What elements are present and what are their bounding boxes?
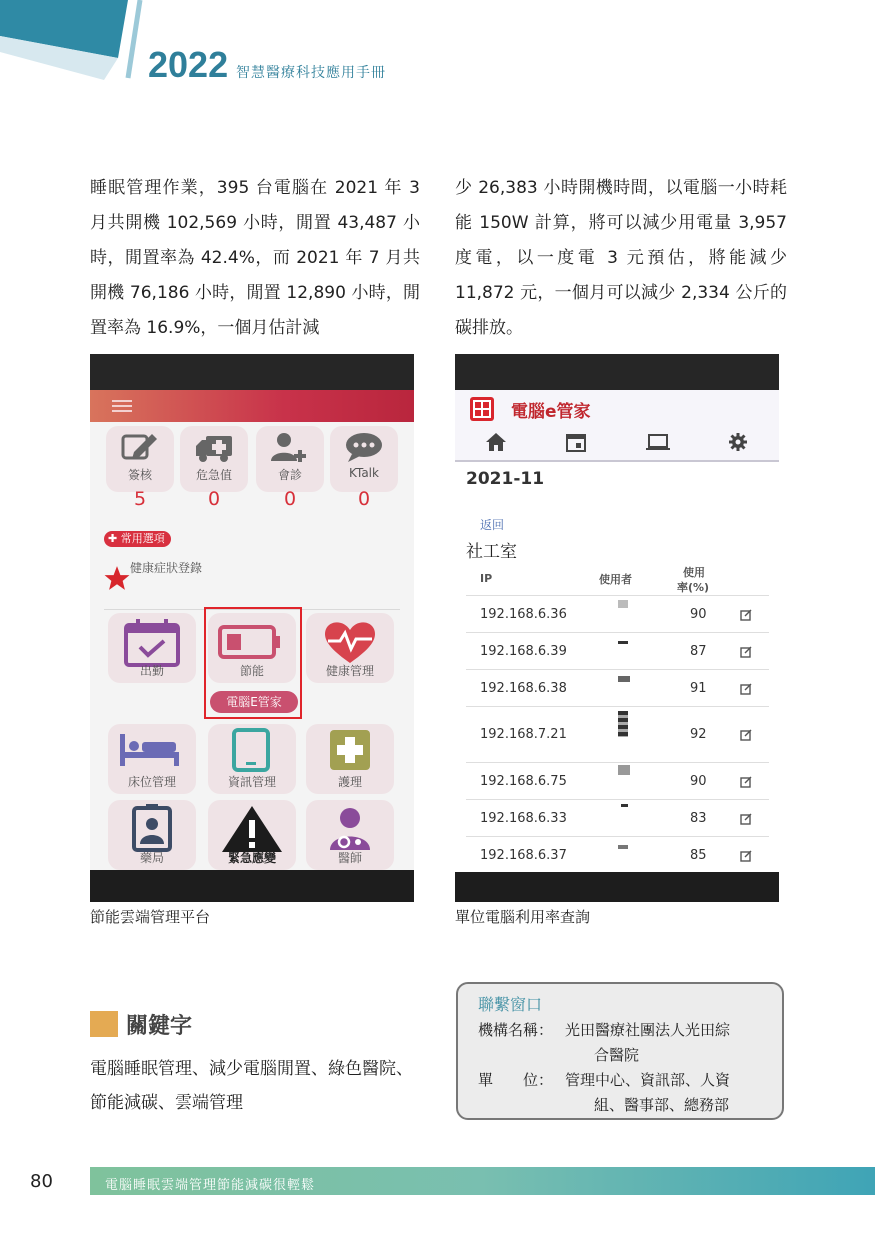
tile-label: 節能 xyxy=(239,664,264,678)
external-link-icon[interactable] xyxy=(740,646,752,658)
table-row[interactable] xyxy=(466,799,769,837)
quick-button-ktalk[interactable] xyxy=(330,426,398,492)
redacted-user xyxy=(618,641,628,644)
quick-button-consult[interactable] xyxy=(256,426,324,492)
chat-icon xyxy=(344,432,384,462)
usage-rate: 90 xyxy=(690,774,707,789)
external-link-icon[interactable] xyxy=(740,683,752,695)
external-link-icon[interactable] xyxy=(740,850,752,862)
usage-rate: 87 xyxy=(690,644,707,659)
heart-pulse-icon xyxy=(320,617,380,667)
col-header-user: 使用者 xyxy=(599,573,632,586)
redacted-user xyxy=(618,676,630,682)
app-title: 電腦e管家 xyxy=(511,402,591,422)
unit-label: 單 位： xyxy=(478,1071,554,1089)
app-header-bar xyxy=(90,390,414,422)
laptop-icon[interactable] xyxy=(645,432,671,452)
keyword-text: 電腦睡眠管理、減少電腦閒置、綠色醫院、節能減碳、雲端管理 xyxy=(90,1059,413,1113)
month-label: 2021-11 xyxy=(466,469,545,489)
e-manager-button[interactable]: 電腦E管家 xyxy=(210,691,298,713)
quick-label: KTalk xyxy=(349,466,379,480)
tile-label: 緊急應變 xyxy=(227,851,276,865)
ip-address: 192.168.6.36 xyxy=(480,607,567,622)
usage-rate: 91 xyxy=(690,681,707,696)
edit-icon xyxy=(120,432,160,462)
id-badge-icon xyxy=(122,804,182,854)
add-user-icon xyxy=(270,432,310,462)
usage-rate: 90 xyxy=(690,607,707,622)
tile-doctor[interactable] xyxy=(306,800,394,870)
calendar-check-icon xyxy=(122,617,182,667)
tile-nursing[interactable] xyxy=(306,724,394,794)
tile-label: 護理 xyxy=(337,775,362,789)
tile-label: 出勤 xyxy=(139,664,164,678)
keyword-marker xyxy=(90,1011,118,1037)
usage-rate: 85 xyxy=(690,848,707,863)
ip-address: 192.168.6.33 xyxy=(480,811,567,826)
ambulance-icon xyxy=(194,432,234,462)
navigation-bar xyxy=(90,870,414,902)
utilization-query-screenshot xyxy=(455,354,779,902)
table-row[interactable] xyxy=(466,836,769,873)
body-text-right: 少 26,383 小時開機時間，以電腦一小時耗能 150W 計算，將可以減少用電量 3,957 度電，以一度電 3 元預估，將能減少 11,872 元，一個月可以減少 2,334 公斤的碳排放。 xyxy=(455,178,787,338)
contact-box xyxy=(456,982,784,1120)
ip-address: 192.168.6.75 xyxy=(480,774,567,789)
ip-address: 192.168.6.39 xyxy=(480,644,567,659)
back-link[interactable]: 返回 xyxy=(480,518,505,532)
redacted-user xyxy=(618,711,628,737)
org-name-1: 光田醫療社團法人光田綜 xyxy=(565,1021,731,1039)
tile-label: 床位管理 xyxy=(127,775,176,789)
star-icon xyxy=(103,565,131,591)
redacted-user xyxy=(618,600,628,608)
bed-icon xyxy=(118,730,182,770)
warning-icon xyxy=(220,804,284,854)
contact-title: 聯繫窗口 xyxy=(478,995,543,1014)
plus-icon: ✚ xyxy=(108,532,121,545)
col-header-rate-2: 率(%) xyxy=(677,581,710,594)
calendar-icon[interactable] xyxy=(565,432,587,452)
handbook-year: 2022 xyxy=(148,44,229,85)
tile-bed-management[interactable] xyxy=(108,724,196,794)
tile-label: 資訊管理 xyxy=(227,775,276,789)
ip-address: 192.168.7.21 xyxy=(480,727,567,742)
redacted-user xyxy=(618,845,628,849)
ip-address: 192.168.6.37 xyxy=(480,848,567,863)
tile-label: 藥局 xyxy=(139,851,164,865)
left-figure-caption: 節能雲端管理平台 xyxy=(90,908,211,926)
home-icon[interactable] xyxy=(485,432,507,452)
redacted-user xyxy=(618,765,630,775)
status-bar xyxy=(90,354,414,390)
table-row[interactable] xyxy=(466,706,769,763)
status-bar xyxy=(455,354,779,390)
energy-platform-screenshot xyxy=(90,354,414,902)
table-row[interactable] xyxy=(466,762,769,800)
corner-decoration xyxy=(0,0,160,80)
redacted-user xyxy=(621,804,628,807)
org-label: 機構名稱： xyxy=(478,1021,554,1039)
tile-label: 健康管理 xyxy=(325,664,374,678)
col-header-rate-1: 使用 xyxy=(683,566,705,579)
common-options-pill[interactable]: ✚ 常用選項 xyxy=(104,531,171,547)
right-figure-caption: 單位電腦利用率查詢 xyxy=(455,908,591,926)
body-text-left: 睡眠管理作業，395 台電腦在 2021 年 3 月共開機 102,569 小時，閒置 43,487 小時，閒置率為 42.4%，而 2021 年 7 月共開機 76,186 小時，閒置 12,890 小時，閒置率為 16.9%，一個月估計減 xyxy=(90,178,420,338)
unit-value-2: 組、醫事部、總務部 xyxy=(594,1096,730,1114)
quick-label: 危急值 xyxy=(195,468,232,482)
tile-health-management[interactable] xyxy=(306,613,394,683)
medical-cross-icon xyxy=(320,728,380,772)
table-row[interactable] xyxy=(466,595,769,633)
quick-label: 簽核 xyxy=(127,468,152,482)
usage-rate: 83 xyxy=(690,811,707,826)
handbook-title: 智慧醫療科技應用手冊 xyxy=(236,65,386,81)
external-link-icon[interactable] xyxy=(740,729,752,741)
quick-label: 會診 xyxy=(277,468,302,482)
tile-information-management[interactable] xyxy=(208,724,296,794)
external-link-icon[interactable] xyxy=(740,609,752,621)
menu-icon[interactable] xyxy=(112,400,132,412)
tile-label: 醫師 xyxy=(337,851,362,865)
ktalk-count: 0 xyxy=(357,488,371,510)
app-logo-icon xyxy=(470,397,494,421)
table-row[interactable] xyxy=(466,632,769,670)
col-header-ip: IP xyxy=(480,572,493,585)
tile-attendance[interactable] xyxy=(108,613,196,683)
tablet-icon xyxy=(222,728,282,772)
health-symptom-entry[interactable]: 健康症狀登錄 xyxy=(129,561,202,575)
external-link-icon[interactable] xyxy=(740,776,752,788)
doctor-icon xyxy=(320,804,380,854)
table-row[interactable] xyxy=(466,669,769,707)
keyword-heading: 關鍵字 xyxy=(126,1014,193,1039)
org-name-2: 合醫院 xyxy=(594,1046,640,1064)
usage-rate: 92 xyxy=(690,727,707,742)
footer-title: 電腦睡眠雲端管理節能減碳很輕鬆 xyxy=(105,1178,316,1193)
navigation-bar xyxy=(455,872,779,902)
ip-address: 192.168.6.38 xyxy=(480,681,567,696)
page-number: 80 xyxy=(30,1171,53,1192)
critical-count: 0 xyxy=(207,488,221,510)
gear-icon[interactable] xyxy=(727,432,749,452)
tile-emergency-response[interactable] xyxy=(208,800,296,870)
consult-count: 0 xyxy=(283,488,297,510)
sign-count: 5 xyxy=(133,488,147,510)
tile-pharmacy[interactable] xyxy=(108,800,196,870)
quick-button-critical[interactable] xyxy=(180,426,248,492)
quick-button-sign[interactable] xyxy=(106,426,174,492)
unit-name: 社工室 xyxy=(466,542,517,562)
external-link-icon[interactable] xyxy=(740,813,752,825)
unit-value-1: 管理中心、資訊部、人資 xyxy=(565,1071,731,1089)
